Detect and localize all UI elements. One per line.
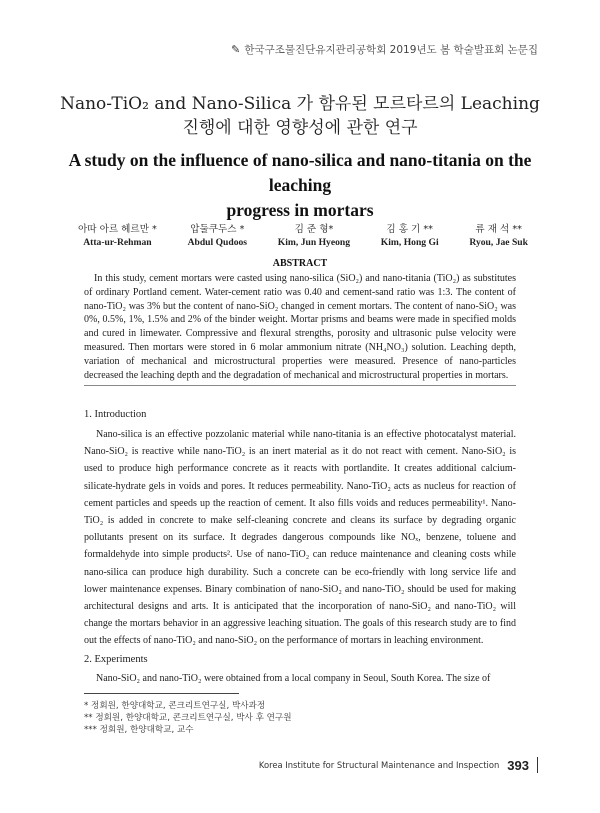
experiments-text: Nano-SiO₂ and nano-TiO₂ were obtained from a local company in Seoul, South Korea. The size of <box>96 673 491 684</box>
author-name-korean: 압둘쿠두스 * <box>190 224 245 235</box>
author <box>78 221 157 248</box>
author <box>381 221 439 248</box>
author <box>278 221 350 248</box>
footnote: ** 정회원, 한양대학교, 콘크리트연구실, 박사 후 연구원 <box>84 713 292 724</box>
author-name-english: Kim, Hong Gi <box>380 237 439 248</box>
korean-title-line2: 진행에 대한 영향성에 관한 연구 <box>182 118 418 138</box>
introduction-text: Nano-silica is an effective pozzolanic material while nano-titania is an effective photocatalyst material. Nano-SiO₂ is reactive while nano-TiO₂ is an inert material as it do not react with cement. Nano-SiO₂ is used to produce high performance concrete as it reacts with portlandite. It creates additional calcium-silicate-hydrate gels in voids and pores. It reduces permeability. Nano-TiO₂ acts as nucleus for reaction of cement particles and speeds up the reaction of cement. It also fills voids and reduces permeability¹. Nano-TiO₂ is added in concrete to make self-cleaning concrete and cleans its surface by degrading organic pollutants present on its surface. It degrades dangerous compounds like NOₓ, benzene, toluene and formaldehyde into simple products². Use of nano-TiO₂ can reduce maintenance and cleaning costs while nano-silica can produce high durability. Such a concrete can be eco-friendly with long service life and lower maintenance expenses. Binary combination of nano-SiO₂ and nano-TiO₂ should be used for making architectural designs and arts. It is anticipated that the incorporation of nano-SiO₂ and nano-TiO₂ will change the mortars behavior in an aggressive leaching situation. The goals of this research study are to find out the effects of nano-TiO₂ and nano-SiO₂ on the performance of mortars in leaching environment. <box>84 429 516 647</box>
author-name-korean: 김 준 형* <box>294 224 334 235</box>
footer-institution: Korea Institute for Structural Maintenance and Inspection <box>258 760 500 770</box>
author-list <box>78 221 528 248</box>
author-name-english: Atta-ur-Rehman <box>83 237 152 248</box>
korean-title <box>40 92 560 140</box>
footer-divider <box>537 757 538 773</box>
author <box>188 221 247 248</box>
abstract-divider <box>84 385 516 386</box>
korean-title-line1: Nano-TiO₂ and Nano-Silica 가 함유된 모르타르의 Leaching <box>60 94 540 114</box>
english-title-line1: A study on the influence of nano-silica and nano-titania on the leaching <box>68 150 532 195</box>
author-name-english: Abdul Qudoos <box>187 237 248 248</box>
footnote-divider <box>84 693 239 694</box>
page-number: 393 <box>507 757 529 773</box>
author-name-korean: 김 홍 기 ** <box>386 224 433 235</box>
author-name-korean: 아따 아르 헤르만 * <box>78 224 157 235</box>
footnote: * 정회원, 한양대학교, 콘크리트연구실, 박사과정 <box>84 701 266 711</box>
abstract-text: In this study, cement mortars were casted using nano-silica (SiO₂) and nano-titania (TiO₂) as substitutes of ordinary Portland cement. Water-cement ratio was 0.40 and cement-sand ratio was 1:3. The content of nano-TiO₂ was 3% but the content of nano-SiO₂ changed in cement mortars. The content of nano-SiO₂ was 0%, 0.5%, 1%, 1.5% and 2% of the binder weight. Mortar prisms and beams were made in specified molds and cured in limewater. Compressive and flexural strengths, porosity and ultrasonic pulse velocity were measured. Then mortars were stored in 6 molar ammonium nitrate (NH₄NO₃) solution. Leaching depth, variation of mechanical and microstructural properties were measured. Presence of nano-particles decreased the leaching depth and the degradation of mechanical and microstructural properties in mortars. <box>84 273 516 381</box>
english-title <box>40 148 560 223</box>
conference-name: 한국구조물진단유지관리공학회 2019년도 봄 학술발표회 논문집 <box>244 44 538 56</box>
introduction-heading: 1. Introduction <box>84 409 147 420</box>
author-name-english: Ryou, Jae Suk <box>469 237 528 248</box>
footnote: *** 정회원, 한양대학교, 교수 <box>84 725 194 736</box>
conference-header <box>231 42 538 57</box>
english-title-line2: progress in mortars <box>226 200 374 220</box>
author-name-english: Kim, Jun Hyeong <box>277 237 351 248</box>
author-name-korean: 류 재 석 ** <box>475 224 522 235</box>
experiments-heading: 2. Experiments <box>84 654 148 665</box>
abstract-heading: ABSTRACT <box>272 258 328 269</box>
pen-icon: ✎ <box>231 43 241 56</box>
author <box>469 221 528 248</box>
page-footer <box>259 757 538 773</box>
footnotes <box>84 700 292 737</box>
